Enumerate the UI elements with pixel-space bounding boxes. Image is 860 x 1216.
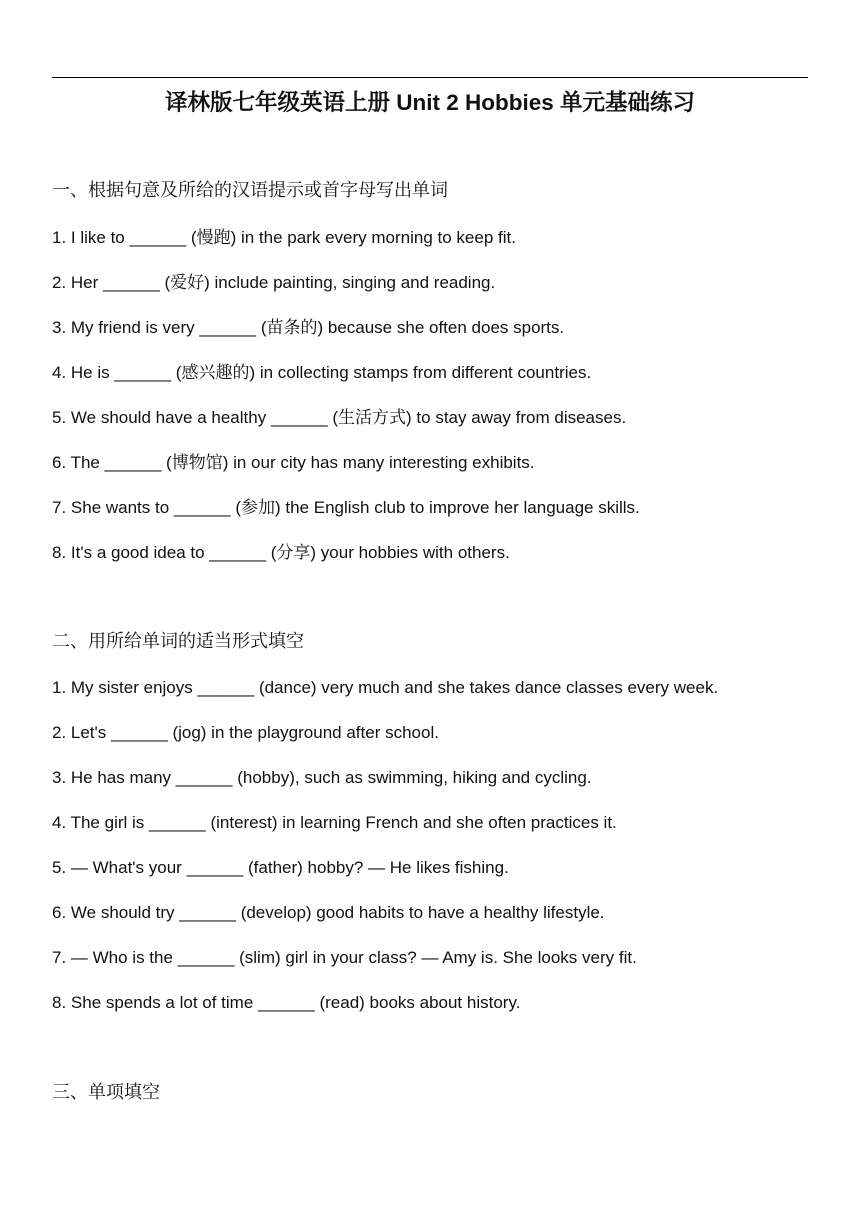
section-heading-3: 三、单项填空: [52, 1082, 160, 1103]
exercise-item: 8. It's a good idea to ______ (分享) your hobbies with others.: [52, 543, 510, 562]
exercise-item: 4. He is ______ (感兴趣的) in collecting stamps from different countries.: [52, 363, 592, 382]
exercise-item: 8. She spends a lot of time ______ (read) books about history.: [52, 993, 521, 1012]
exercise-item: 3. My friend is very ______ (苗条的) because she often does sports.: [52, 318, 565, 337]
exercise-item: 1. I like to ______ (慢跑) in the park every morning to keep fit.: [52, 228, 516, 247]
exercise-item: 7. She wants to ______ (参加) the English club to improve her language skills.: [52, 498, 640, 517]
exercise-item: 3. He has many ______ (hobby), such as swimming, hiking and cycling.: [52, 768, 592, 787]
section-heading-2: 二、用所给单词的适当形式填空: [52, 631, 304, 652]
exercise-item: 4. The girl is ______ (interest) in learning French and she often practices it.: [52, 813, 617, 832]
section-heading-1: 一、根据句意及所给的汉语提示或首字母写出单词: [52, 180, 448, 201]
exercise-item: 7. — Who is the ______ (slim) girl in your class? — Amy is. She looks very fit.: [52, 948, 637, 967]
exercise-item: 2. Her ______ (爱好) include painting, singing and reading.: [52, 273, 496, 292]
exercise-item: 5. We should have a healthy ______ (生活方式) to stay away from diseases.: [52, 408, 627, 427]
exercise-item: 2. Let's ______ (jog) in the playground after school.: [52, 723, 439, 742]
exercise-item: 1. My sister enjoys ______ (dance) very much and she takes dance classes every week.: [52, 678, 719, 697]
exercise-item: 5. — What's your ______ (father) hobby? — He likes fishing.: [52, 858, 509, 877]
exercise-item: 6. We should try ______ (develop) good habits to have a healthy lifestyle.: [52, 903, 605, 922]
page-title: 译林版七年级英语上册 Unit 2 Hobbies 单元基础练习: [164, 90, 695, 115]
top-rule: [52, 77, 808, 78]
exercise-item: 6. The ______ (博物馆) in our city has many interesting exhibits.: [52, 453, 535, 472]
